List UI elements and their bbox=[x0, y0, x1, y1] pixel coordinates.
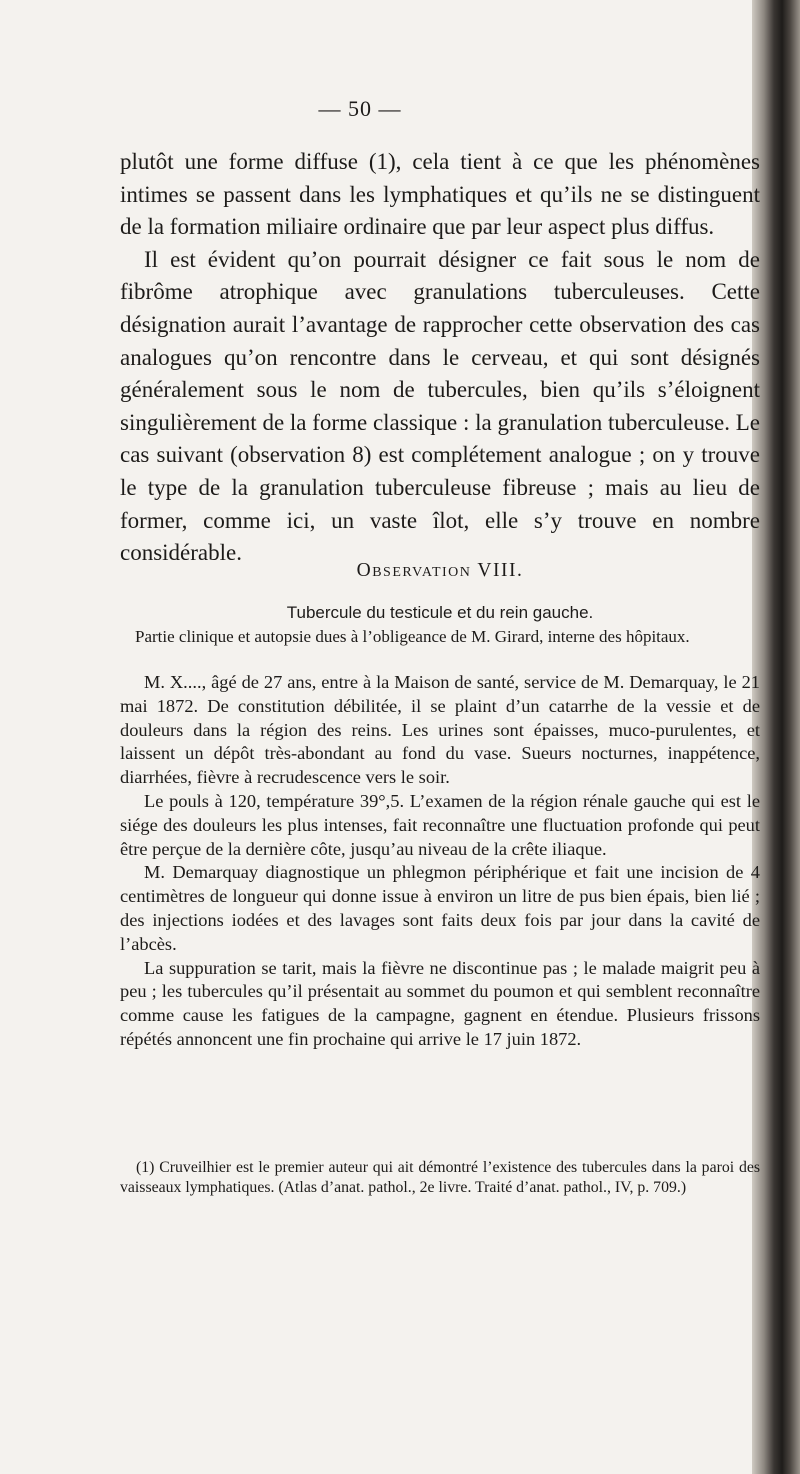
observation-paragraph: M. Demarquay diagnostique un phlegmon périphérique et fait une incision de 4 centimètres de longueur qui donne issue à environ un litre de pus bien épais, bien lié ; des injections iodées et des lavages sont faits deux fois par jour dans la cavité de l’abcès. bbox=[120, 862, 760, 954]
intro-paragraph: plutôt une forme diffuse (1), cela tient à ce que les phénomènes intimes se passent dans les lymphatiques et qu’ils ne se distinguent de la formation miliaire ordinaire que par leur aspect plus diffus. bbox=[120, 149, 760, 240]
footnote bbox=[120, 1158, 760, 1199]
page-number: — 50 — bbox=[318, 96, 402, 121]
observation-subtitle: Tubercule du testicule et du rein gauche. bbox=[286, 603, 594, 622]
intro-text bbox=[120, 146, 760, 570]
footnote-text: (1) Cruveilhier est le premier auteur qui ait démontré l’existence des tubercules dans la paroi des vaisseaux lymphatiques. (Atlas d’anat. pathol., 2e livre. Traité d’anat. pathol., IV, p. 709.) bbox=[120, 1159, 760, 1197]
observation-heading: Observation VIII. bbox=[356, 560, 524, 581]
observation-paragraph: Le pouls à 120, température 39°,5. L’examen de la région rénale gauche qui est le siége des douleurs les plus intenses, fait reconnaître une fluctuation profonde qui peut être perçue de la dernière côte, jusqu’au niveau de la crête iliaque. bbox=[120, 790, 760, 859]
observation-paragraph: M. X...., âgé de 27 ans, entre à la Maison de santé, service de M. Demarquay, le 21 mai 1872. De constitution débilitée, il se plaint d’un catarrhe de la vessie et de douleurs dans la région des reins. Les urines sont épaisses, muco-purulentes, et laissent un dépôt très-abondant au fond du vase. Sueurs nocturnes, inappétence, diarrhées, fièvre à recrudescence vers le soir. bbox=[120, 672, 760, 788]
intro-paragraph: Il est évident qu’on pourrait désigner ce fait sous le nom de fibrôme atrophique avec granulations tuberculeuses. Cette désignation aurait l’avantage de rapprocher cette observation des cas analogues qu’on rencontre dans le cerveau, et qui sont désignés généralement sous le nom de tubercules, bien qu’ils s’éloignent singulièrement de la forme classique : la granulation tuberculeuse. Le cas suivant (observation 8) est complétement analogue ; on y trouve le type de la granulation tuberculeuse fibreuse ; mais au lieu de former, comme ici, un vaste îlot, elle s’y trouve en nombre considérable. bbox=[120, 246, 760, 566]
observation-text bbox=[120, 671, 760, 1052]
observation-paragraph: La suppuration se tarit, mais la fièvre ne discontinue pas ; le malade maigrit peu à peu ; les tubercules qu’il présentait au sommet du poumon et qui semblent reconnaître comme cause les fatigues de la campagne, gagnent en étendue. Plusieurs frissons répétés annoncent une fin prochaine qui arrive le 17 juin 1872. bbox=[120, 957, 760, 1049]
observation-credit: Partie clinique et autopsie dues à l’obligeance de M. Girard, interne des hôpitaux. bbox=[135, 627, 690, 646]
